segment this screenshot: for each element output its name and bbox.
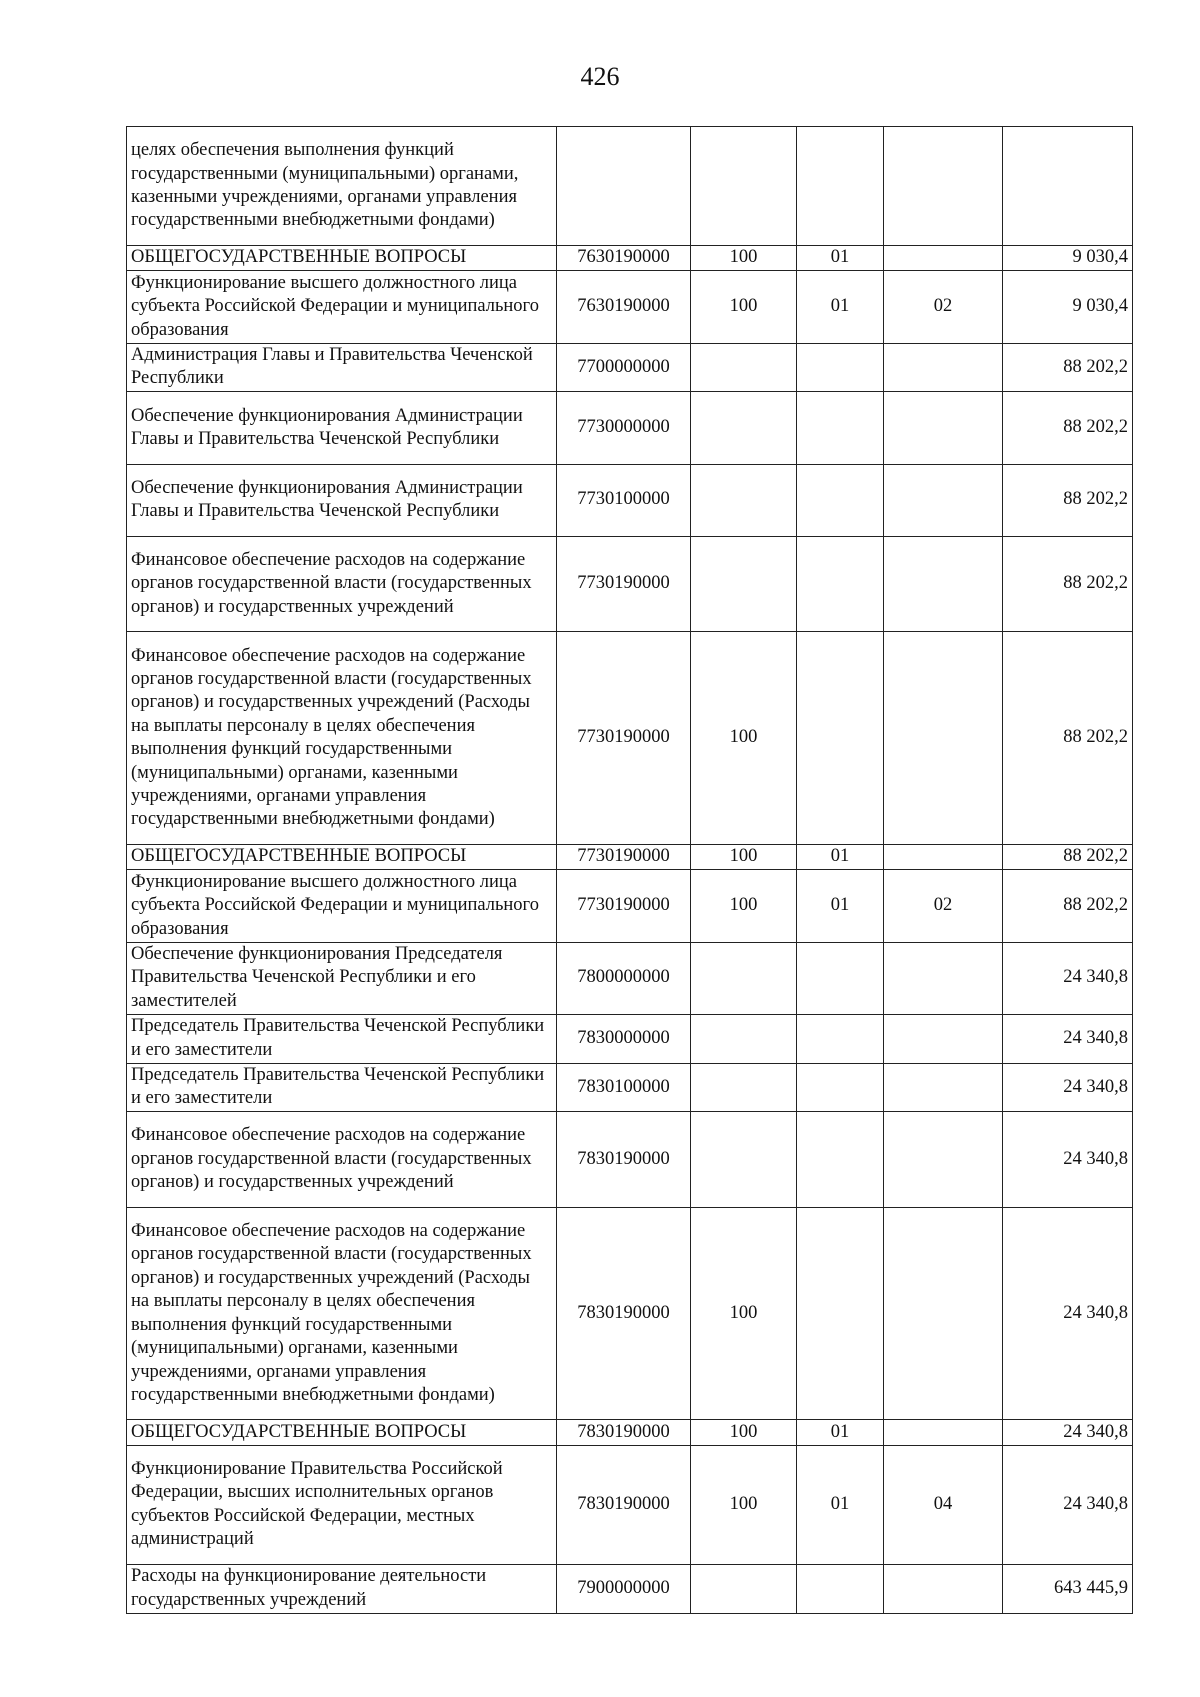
section-cell bbox=[797, 536, 884, 632]
target-code-cell: 7630190000 bbox=[557, 246, 691, 271]
expense-type-cell: 100 bbox=[691, 246, 797, 271]
target-code-cell: 7630190000 bbox=[557, 271, 691, 343]
amount-cell: 88 202,2 bbox=[1003, 632, 1133, 845]
subsection-cell: 02 bbox=[884, 870, 1003, 942]
subsection-cell bbox=[884, 464, 1003, 536]
target-code-cell: 7830190000 bbox=[557, 1445, 691, 1564]
amount-cell: 9 030,4 bbox=[1003, 246, 1133, 271]
table-row bbox=[127, 1445, 1133, 1564]
amount-cell: 88 202,2 bbox=[1003, 392, 1133, 464]
row-name-cell: Финансовое обеспечение расходов на содержание органов государственной власти (государственных органов) и государственных учреждений bbox=[127, 1112, 557, 1208]
expense-type-cell bbox=[691, 942, 797, 1014]
table-row bbox=[127, 632, 1133, 845]
row-name-cell: Финансовое обеспечение расходов на содержание органов государственной власти (государственных органов) и государственных учреждений bbox=[127, 536, 557, 632]
subsection-cell bbox=[884, 1014, 1003, 1063]
amount-cell: 24 340,8 bbox=[1003, 1207, 1133, 1420]
table-row bbox=[127, 1014, 1133, 1063]
subsection-cell bbox=[884, 246, 1003, 271]
table-row bbox=[127, 1420, 1133, 1445]
row-name-cell: Обеспечение функционирования Администрации Главы и Правительства Чеченской Республики bbox=[127, 392, 557, 464]
section-cell bbox=[797, 1014, 884, 1063]
expense-type-cell bbox=[691, 343, 797, 392]
section-cell: 01 bbox=[797, 246, 884, 271]
section-cell bbox=[797, 464, 884, 536]
target-code-cell: 7800000000 bbox=[557, 942, 691, 1014]
expense-type-cell bbox=[691, 1112, 797, 1208]
table-row bbox=[127, 271, 1133, 343]
amount-cell: 643 445,9 bbox=[1003, 1564, 1133, 1613]
section-cell: 01 bbox=[797, 1445, 884, 1564]
amount-cell: 24 340,8 bbox=[1003, 942, 1133, 1014]
expense-type-cell: 100 bbox=[691, 1420, 797, 1445]
section-cell bbox=[797, 1063, 884, 1112]
page-number: 426 bbox=[580, 62, 620, 91]
expense-type-cell bbox=[691, 464, 797, 536]
target-code-cell: 7830190000 bbox=[557, 1420, 691, 1445]
section-cell bbox=[797, 392, 884, 464]
target-code-cell: 7830000000 bbox=[557, 1014, 691, 1063]
expense-type-cell: 100 bbox=[691, 1445, 797, 1564]
subsection-cell bbox=[884, 1112, 1003, 1208]
target-code-cell: 7730190000 bbox=[557, 870, 691, 942]
row-name-cell: ОБЩЕГОСУДАРСТВЕННЫЕ ВОПРОСЫ bbox=[127, 1420, 557, 1445]
budget-table bbox=[126, 126, 1133, 1614]
section-cell bbox=[797, 1564, 884, 1613]
row-name-cell: Председатель Правительства Чеченской Республики и его заместители bbox=[127, 1063, 557, 1112]
table-row bbox=[127, 343, 1133, 392]
target-code-cell: 7900000000 bbox=[557, 1564, 691, 1613]
expense-type-cell: 100 bbox=[691, 844, 797, 869]
target-code-cell: 7700000000 bbox=[557, 343, 691, 392]
section-cell: 01 bbox=[797, 271, 884, 343]
expense-type-cell bbox=[691, 127, 797, 246]
section-cell bbox=[797, 942, 884, 1014]
table-row bbox=[127, 1063, 1133, 1112]
subsection-cell bbox=[884, 1207, 1003, 1420]
row-name-cell: Функционирование высшего должностного лица субъекта Российской Федерации и муниципального образования bbox=[127, 870, 557, 942]
subsection-cell bbox=[884, 127, 1003, 246]
table-body bbox=[127, 127, 1133, 1614]
row-name-cell: ОБЩЕГОСУДАРСТВЕННЫЕ ВОПРОСЫ bbox=[127, 844, 557, 869]
row-name-cell: Обеспечение функционирования Председателя Правительства Чеченской Республики и его заместителей bbox=[127, 942, 557, 1014]
amount-cell: 24 340,8 bbox=[1003, 1014, 1133, 1063]
expense-type-cell: 100 bbox=[691, 1207, 797, 1420]
amount-cell: 88 202,2 bbox=[1003, 464, 1133, 536]
table-row bbox=[127, 1207, 1133, 1420]
row-name-cell: ОБЩЕГОСУДАРСТВЕННЫЕ ВОПРОСЫ bbox=[127, 246, 557, 271]
expense-type-cell bbox=[691, 1063, 797, 1112]
subsection-cell bbox=[884, 392, 1003, 464]
table-row bbox=[127, 1112, 1133, 1208]
target-code-cell bbox=[557, 127, 691, 246]
amount-cell: 24 340,8 bbox=[1003, 1063, 1133, 1112]
target-code-cell: 7730190000 bbox=[557, 844, 691, 869]
table-row bbox=[127, 464, 1133, 536]
table-row bbox=[127, 942, 1133, 1014]
table-row bbox=[127, 844, 1133, 869]
expense-type-cell: 100 bbox=[691, 870, 797, 942]
amount-cell: 24 340,8 bbox=[1003, 1420, 1133, 1445]
expense-type-cell: 100 bbox=[691, 271, 797, 343]
amount-cell: 88 202,2 bbox=[1003, 870, 1133, 942]
subsection-cell bbox=[884, 536, 1003, 632]
row-name-cell: Председатель Правительства Чеченской Республики и его заместители bbox=[127, 1014, 557, 1063]
section-cell: 01 bbox=[797, 870, 884, 942]
section-cell: 01 bbox=[797, 844, 884, 869]
amount-cell bbox=[1003, 127, 1133, 246]
subsection-cell: 04 bbox=[884, 1445, 1003, 1564]
subsection-cell bbox=[884, 1564, 1003, 1613]
expense-type-cell bbox=[691, 392, 797, 464]
subsection-cell bbox=[884, 632, 1003, 845]
table-row bbox=[127, 1564, 1133, 1613]
row-name-cell: Администрация Главы и Правительства Чеченской Республики bbox=[127, 343, 557, 392]
row-name-cell: Финансовое обеспечение расходов на содержание органов государственной власти (государственных органов) и государственных учреждений (Расходы на выплаты персоналу в целях обеспечения выполнения функций государственными (муниципальными) органами, казенными учреждениями, органами управления государственными внебюджетными фондами) bbox=[127, 1207, 557, 1420]
row-name-cell: Обеспечение функционирования Администрации Главы и Правительства Чеченской Республики bbox=[127, 464, 557, 536]
table-row bbox=[127, 392, 1133, 464]
subsection-cell bbox=[884, 942, 1003, 1014]
expense-type-cell bbox=[691, 536, 797, 632]
section-cell bbox=[797, 632, 884, 845]
table-row bbox=[127, 127, 1133, 246]
subsection-cell bbox=[884, 343, 1003, 392]
target-code-cell: 7830190000 bbox=[557, 1207, 691, 1420]
target-code-cell: 7730190000 bbox=[557, 632, 691, 845]
row-name-cell: Финансовое обеспечение расходов на содержание органов государственной власти (государственных органов) и государственных учреждений (Расходы на выплаты персоналу в целях обеспечения выполнения функций государственными (муниципальными) органами, казенными учреждениями, органами управления государственными внебюджетными фондами) bbox=[127, 632, 557, 845]
expense-type-cell bbox=[691, 1564, 797, 1613]
section-cell bbox=[797, 127, 884, 246]
subsection-cell bbox=[884, 844, 1003, 869]
expense-type-cell: 100 bbox=[691, 632, 797, 845]
row-name-cell: Функционирование Правительства Российской Федерации, высших исполнительных органов субъектов Российской Федерации, местных администраций bbox=[127, 1445, 557, 1564]
expense-type-cell bbox=[691, 1014, 797, 1063]
target-code-cell: 7730000000 bbox=[557, 392, 691, 464]
amount-cell: 88 202,2 bbox=[1003, 536, 1133, 632]
row-name-cell: Функционирование высшего должностного лица субъекта Российской Федерации и муниципального образования bbox=[127, 271, 557, 343]
subsection-cell: 02 bbox=[884, 271, 1003, 343]
table-row bbox=[127, 246, 1133, 271]
subsection-cell bbox=[884, 1063, 1003, 1112]
amount-cell: 88 202,2 bbox=[1003, 343, 1133, 392]
subsection-cell bbox=[884, 1420, 1003, 1445]
target-code-cell: 7730190000 bbox=[557, 536, 691, 632]
amount-cell: 9 030,4 bbox=[1003, 271, 1133, 343]
amount-cell: 24 340,8 bbox=[1003, 1445, 1133, 1564]
section-cell bbox=[797, 343, 884, 392]
row-name-cell: Расходы на функционирование деятельности государственных учреждений bbox=[127, 1564, 557, 1613]
table-row bbox=[127, 536, 1133, 632]
section-cell bbox=[797, 1207, 884, 1420]
table-row bbox=[127, 870, 1133, 942]
amount-cell: 88 202,2 bbox=[1003, 844, 1133, 869]
section-cell bbox=[797, 1112, 884, 1208]
target-code-cell: 7830190000 bbox=[557, 1112, 691, 1208]
amount-cell: 24 340,8 bbox=[1003, 1112, 1133, 1208]
section-cell: 01 bbox=[797, 1420, 884, 1445]
target-code-cell: 7830100000 bbox=[557, 1063, 691, 1112]
row-name-cell: целях обеспечения выполнения функций государственными (муниципальными) органами, казенными учреждениями, органами управления государственными внебюджетными фондами) bbox=[127, 127, 557, 246]
target-code-cell: 7730100000 bbox=[557, 464, 691, 536]
